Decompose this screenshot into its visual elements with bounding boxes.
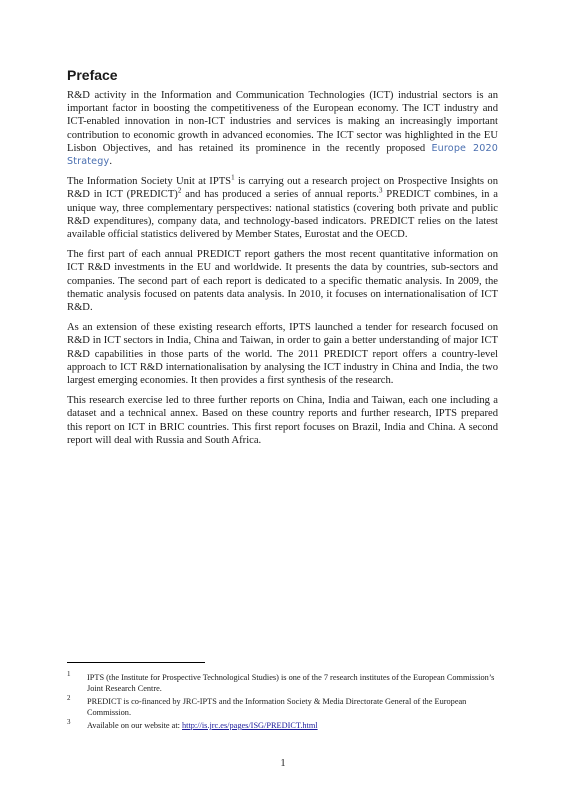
paragraph-2-text-b: is carrying out a research project on Prospective Insights on R&D in ICT (PREDICT) <box>67 176 498 201</box>
paragraph-5: This research exercise led to three further reports on China, India and Taiwan, each one including a dataset and a technical annex. Based on these country reports and further research, IPTS prepared this report on ICT in BRIC countries. This first report focuses on Brazil, India and China. A second report will deal with Russia and South Africa. <box>67 395 498 446</box>
paragraph-2-text-a: The Information Society Unit at IPTS <box>67 176 232 188</box>
footnote-number: 2 <box>67 694 71 702</box>
footnotes <box>67 672 498 733</box>
footnote-text: IPTS (the Institute for Prospective Technological Studies) is one of the 7 research institutes of the European Commission’s Joint Research Centre. <box>87 673 495 693</box>
predict-website-link[interactable]: http://is.jrc.es/pages/ISG/PREDICT.html <box>182 721 318 730</box>
footnote-1 <box>67 672 498 694</box>
footnote-number: 3 <box>67 718 71 726</box>
footnote-divider <box>67 662 205 663</box>
preface-section <box>67 66 498 454</box>
footnote-2 <box>67 696 498 718</box>
page-number: 1 <box>280 758 286 769</box>
paragraph-2-text-c: and has produced a series of annual reports. <box>181 189 379 201</box>
footnote-ref-3: 3 <box>378 186 383 195</box>
paragraph-4: As an extension of these existing research efforts, IPTS launched a tender for research focused on R&D in ICT sectors in India, China and Taiwan, in order to gain a better understanding of major ICT R&D capabilities in those parts of the world. The 2011 PREDICT report offers a country-level approach to ICT R&D internationalisation by analysing the ICT industry in China and India, the two largest emerging economies. It then provides a first synthesis of the research. <box>67 322 498 387</box>
footnote-ref-1: 1 <box>231 173 235 182</box>
paragraph-1-text: R&D activity in the Information and Communication Technologies (ICT) industrial sectors is an important factor in boosting the competitiveness of the European economy. The ICT industry and ICT-enabled innovation in non-ICT industries and services is making an increasingly important contribution to economic growth in advanced economies. The ICT sector was highlighted in the EU Lisbon Objectives, and has retained its prominence in the recently proposed <box>67 90 498 154</box>
paragraph-2-text-d: PREDICT combines, in a unique way, three complementary perspectives: national statistics (covering both private and public R&D expenditures), company data, and technology-based indicators. PREDICT relies on the latest available official statistics delivered by Member States, Eurostat and the OECD. <box>67 189 498 241</box>
paragraph-1-end: . <box>109 156 112 168</box>
footnote-number: 1 <box>67 670 71 678</box>
europe-2020-strategy-link[interactable]: Europe 2020 Strategy <box>67 142 498 168</box>
paragraph-3: The first part of each annual PREDICT report gathers the most recent quantitative information on ICT R&D investments in the EU and worldwide. It presents the data by countries, sub-sectors and companies. The second part of each report is dedicated to a specific thematic analysis. In 2009, the thematic analysis focused on patents data analysis. In 2010, it focuses on internationalisation of ICT R&D. <box>67 249 498 314</box>
paragraph-1 <box>67 89 498 168</box>
section-heading: Preface <box>67 67 118 83</box>
footnote-text: PREDICT is co-financed by JRC-IPTS and the Information Society & Media Directorate General of the European Commission. <box>87 697 467 717</box>
footnote-ref-2: 2 <box>177 186 182 195</box>
paragraph-2 <box>67 175 498 241</box>
footnote-3 <box>67 720 498 731</box>
footnote-text: Available on our website at: <box>87 721 183 730</box>
